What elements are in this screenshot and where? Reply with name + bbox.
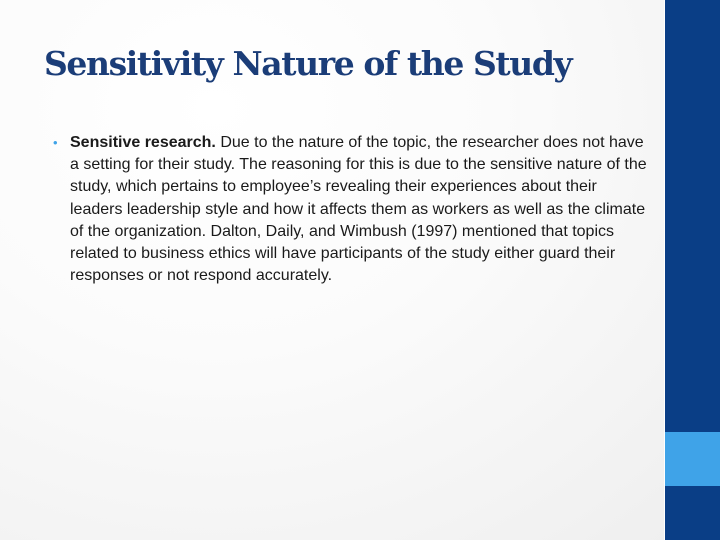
bullet-body-text: Due to the nature of the topic, the researcher does not have a setting for their study. The reasoning for this is due to the sensitive nature of the study, which pertains to employee’s revealing their experiences about their leaders leadership style and how it affects them as workers as well as the climate of the organization. Dalton, Daily, and Wimbush (1997) mentioned that topics related to business ethics will have participants of the study either guard their responses or not respond accurately. [70, 134, 647, 285]
bullet-icon: • [53, 135, 58, 150]
bullet-item [53, 132, 653, 287]
slide-title: Sensitivity Nature of the Study [44, 44, 572, 83]
bullet-list [53, 132, 653, 287]
sidebar-accent-block [665, 432, 720, 486]
bullet-lead-text: Sensitive research. [70, 134, 216, 151]
